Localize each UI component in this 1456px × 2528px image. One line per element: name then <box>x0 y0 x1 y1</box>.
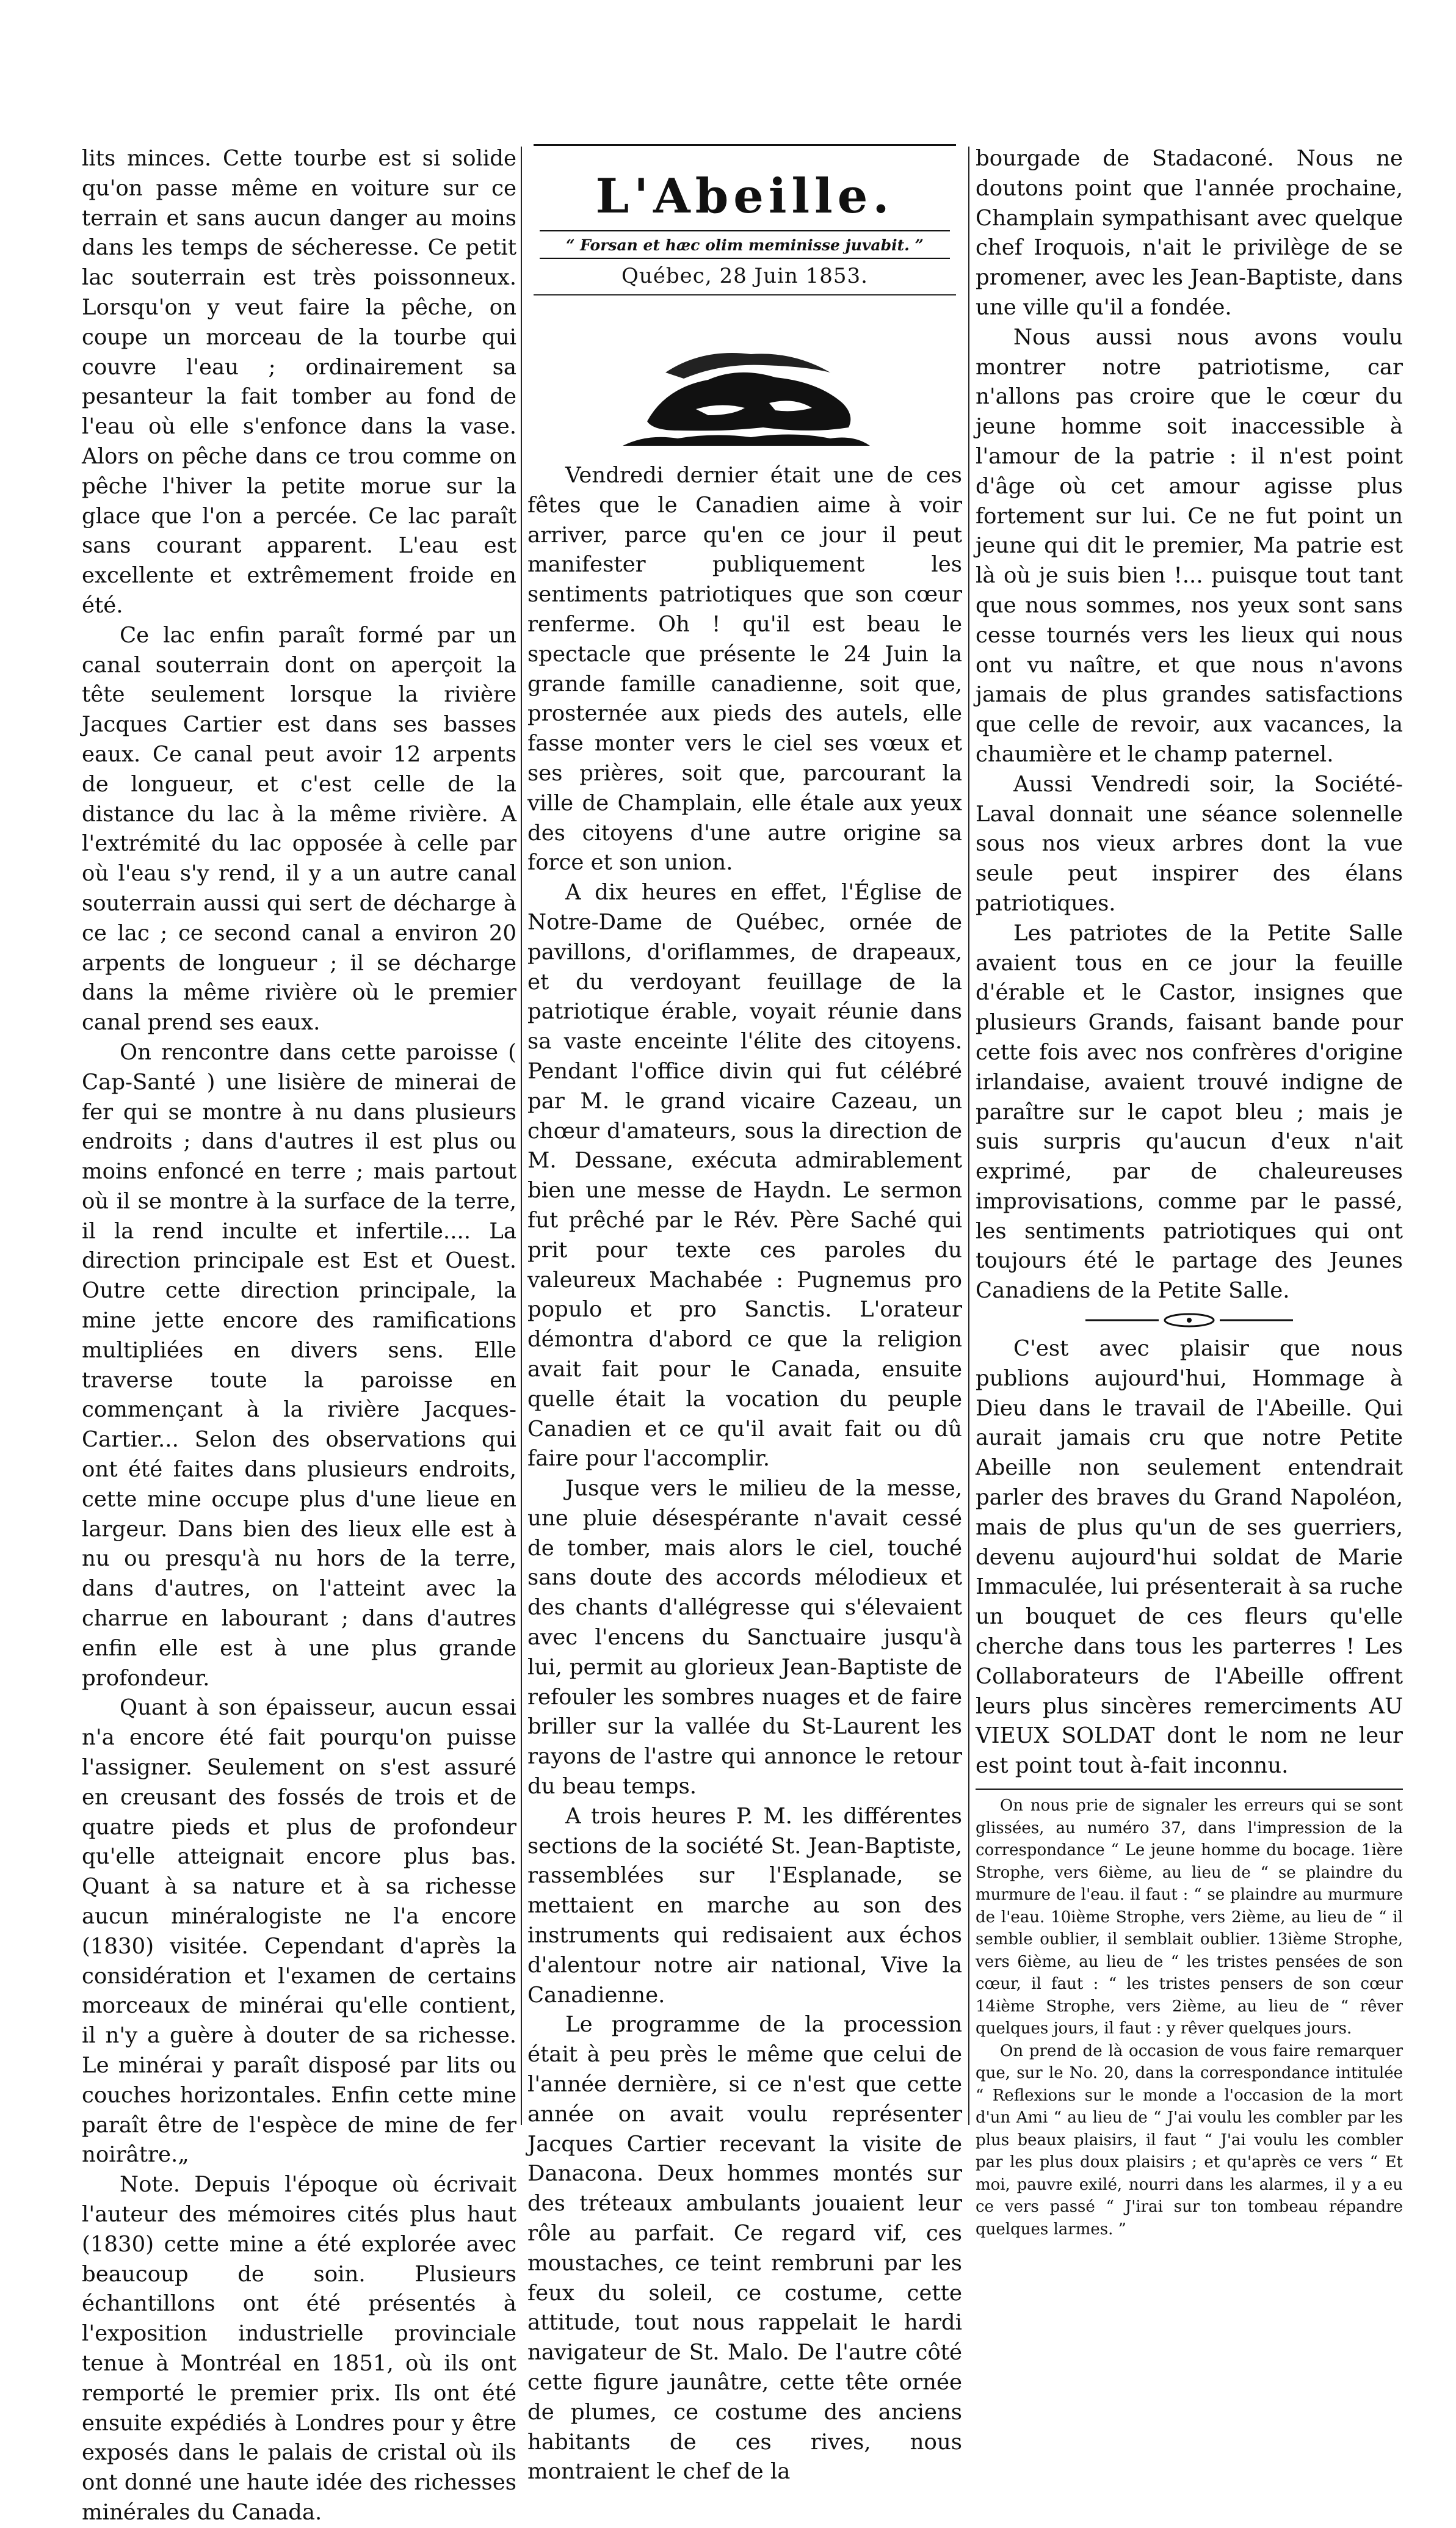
left-paragraph: lits minces. Cette tourbe est si solide qu'on passe même en voiture sur ce terrain et sans aucun danger au moins dans les temps de sécheresse. Ce petit lac souterrain est très poissonneux. Lorsqu'on y veut faire la pêche, on coupe un morceau de la tourbe qui couvre l'eau ; ordinairement sa pesanteur la fait tomber au fond de l'eau où elle s'enfonce dans la vase. Alors on pêche dans ce trou comme on pêche l'hiver la petite morue sur la glace que l'on a percée. Ce lac paraît sans courant apparent. L'eau est excellente et extrêmement froide en été. <box>82 146 516 618</box>
left-paragraph: On rencontre dans cette paroisse ( Cap-Santé ) une lisière de minerai de fer qui se montre à nu dans plusieurs endroits ; dans d'autres il est plus ou moins enfoncé en terre ; mais partout où il se montre à la surface de la terre, il la rend inculte et infertile.... La direction principale est Est et Ouest. Outre cette direction principale, la mine jette encore des ramifications multipliées en divers sens. Elle traverse toute la paroisse en commençant à la rivière Jacques-Cartier... Selon des observations qui ont été faites dans plusieurs endroits, cette mine occupe plus d'une lieue en largeur. Dans bien des lieux elle est à nu ou presqu'à nu hors de la terre, dans d'autres, on l'atteint avec la charrue en labourant ; dans d'autres enfin elle est à une plus grande profondeur. <box>82 1039 516 1691</box>
middle-paragraph: Le programme de la procession était à peu près le même que celui de l'année dernière, si ce n'est que cette année on avait voulu représenter Jacques Cartier recevant la visite de Danacona. Deux hommes montés sur des tréteaux ambulants jouaient leur rôle au parfait. Ce regard vif, ces moustaches, ce teint rembruni par les feux du soleil, ce costume, cette attitude, tout nous rappelait le hardi navigateur de St. Malo. De l'autre côté cette figure jaunâtre, cette tête ornée de plumes, ce costume des anciens habitants de ces rives, nous montraient le chef de la <box>527 2012 962 2485</box>
erratum-note: On nous prie de signaler les erreurs qui se sont glissées, au numéro 37, dans l'impression de la correspondance “ Le jeune homme du bocage. 1ière Strophe, vers 6ième, au lieu de “ se plaindre du murmure de l'eau. il faut : “ se plaindre au murmure de l'eau. 10ième Strophe, vers 2ième, au lieu de “ il semble oublier, il semblait oublier. 13ième Strophe, vers 6ième, au lieu de “ les tristes pensées de son cœur, il faut : “ les tristes pensers de son cœur 14ième Strophe, vers 2ième, au lieu de “ rêver quelques jours, il faut : y rêver quelques jours. <box>976 1796 1403 2038</box>
right-paragraph: bourgade de Stadaconé. Nous ne doutons point que l'année prochaine, Champlain sympathisant avec quelque chef Iroquois, n'ait le privilège de se promener, avec les Jean-Baptiste, dans une ville qu'il a fondée. <box>976 146 1403 320</box>
middle-paragraph: Jusque vers le milieu de la messe, une pluie désespérante n'avait cessé de tomber, mais alors le ciel, touché sans doute des accords mélodieux et des chants d'allégresse qui s'élevaient avec l'encens du Sanctuaire jusqu'à lui, permit au glorieux Jean-Baptiste de refouler les sombres nuages et de faire briller sur la vallée du St-Laurent les rayons de l'astre qui annonce le retour du beau temps. <box>527 1476 962 1800</box>
left-paragraph: Quant à son épaisseur, aucun essai n'a encore été fait pourqu'on puisse l'assigner. Seulement on s'est assuré en creusant des fossés de trois et de quatre pieds et plus de profondeur qu'elle atteignait encore plus bas. Quant à sa nature et à sa richesse aucun minéralogiste ne l'a encore (1830) visitée. Cependant d'après la considération et l'examen de certains morceaux de minérai qu'elle contient, il n'y a guère à douter de sa richesse. Le minérai y paraît disposé par lits ou couches horizontales. Enfin cette mine paraît être de l'espèce de mine de fer noirâtre.„ <box>82 1695 516 2168</box>
dateline: Québec, 28 Juin 1853. <box>621 264 868 288</box>
left-paragraph: Note. Depuis l'époque où écrivait l'auteur des mémoires cités plus haut (1830) cette mine a été explorée avec beaucoup de soin. Plusieurs échantillons ont été présentés à l'exposition industrielle provinciale tenue à Montréal en 1851, où ils ont remporté le premier prix. Ils ont été ensuite expédiés à Londres pour y être exposés dans le palais de cristal où ils ont donné une haute idée des richesses minérales du Canada. <box>82 2172 516 2525</box>
beaver-engraving <box>610 330 879 458</box>
column-rule-left <box>521 147 522 2125</box>
erratum-note: On prend de là occasion de vous faire remarquer que, sur le No. 20, dans la correspondance intitulée “ Reflexions sur le monde a l'occasion de la mort d'un Ami “ au lieu de “ J'ai voulu les combler par les plus beaux plaisirs, il faut “ J'ai voulu les combler par les plus doux plaisirs ; et qu'après ce vers “ Et moi, pauvre exilé, nourri dans les alarmes, il y a eu ce vers passé “ J'irai sur ton tombeau répandre quelques larmes. ” <box>976 2041 1403 2239</box>
motto: “ Forsan et hæc olim meminisse juvabit. ” <box>566 236 924 254</box>
column-rule-right <box>968 147 969 2125</box>
right-paragraph: Les patriotes de la Petite Salle avaient tous en ce jour la feuille d'érable et le Castor, insignes que plusieurs Grands, faisant bande pour cette fois avec nos confrères d'origine irlandaise, avaient trouvé indigne de paraître sur le capot bleu ; mais je suis surpris qu'aucun d'eux n'ait exprimé, par de chaleureuses improvisations, comme par le passé, les sentiments patriotiques qui ont toujours été le partage des Jeunes Canadiens de la Petite Salle. <box>976 920 1403 1304</box>
section-ornament <box>1085 1310 1293 1331</box>
right-column <box>976 144 1403 2239</box>
right-paragraph: Aussi Vendredi soir, la Société-Laval donnait une séance solennelle sous nos vieux arbres dont la vue seule peut inspirer des élans patriotiques. <box>976 771 1403 916</box>
erratum-notes <box>976 1795 1403 2240</box>
right-paragraph: Nous aussi nous avons voulu montrer notre patriotisme, car n'allons pas croire que le cœur du jeune homme soit inaccessible à l'amour de la patrie : il n'est point d'âge où cet amour agisse plus fortement sur lui. Ce ne fut point un jeune qui dit le premier, Ma patrie est là où je suis bien !... puisque tout tant que nous sommes, nos yeux sont sans cesse tournés vers les lieux qui nous ont vu naître, et que nous n'avons jamais de plus grandes satisfactions que celle de revoir, aux vacances, la chaumière et le champ paternel. <box>976 324 1403 767</box>
right-paragraph: C'est avec plaisir que nous publions aujourd'hui, Hommage à Dieu dans le travail de l'Abeille. Qui aurait jamais cru que notre Petite Abeille non seulement entendrait parler des braves du Grand Napoléon, mais de plus qu'un de ses guerriers, devenu aujourd'hui soldat de Marie Immaculée, lui présenterait à sa ruche un bouquet de ces fleurs qu'elle cherche dans tous les parterres ! Les Collaborateurs de l'Abeille offrent leurs plus sincères remerciments AU VIEUX SOLDAT dont le nom ne leur est point tout à-fait inconnu. <box>976 1336 1403 1779</box>
middle-paragraph: Vendredi dernier était une de ces fêtes que le Canadien aime à voir arriver, parce qu'en ce jour il peut manifester publiquement les sentiments patriotiques que son cœur renferme. Oh ! qu'il est beau le spectacle que présente le 24 Juin la grande famille canadienne, soit que, prosternée aux pieds des autels, elle fasse monter vers le ciel ses vœux et ses prières, soit que, parcourant la ville de Champlain, elle étale aux yeux des citoyens d'une autre origine sa force et son union. <box>527 463 962 876</box>
middle-column <box>527 461 962 2485</box>
left-column <box>82 144 516 2525</box>
left-paragraph: Ce lac enfin paraît formé par un canal souterrain dont on aperçoit la tête seulement lorsque la rivière Jacques Cartier est dans ses basses eaux. Ce canal peut avoir 12 arpents de longueur, et c'est celle de la distance du lac à la même rivière. A l'extrémité du lac opposée à celle par où l'eau s'y rend, il y a un autre canal souterrain aussi qui sert de décharge à ce lac ; ce second canal a environ 20 arpents de longueur ; il se décharge dans la même rivière où le premier canal prend ses eaux. <box>82 622 516 1036</box>
middle-paragraph: A dix heures en effet, l'Église de Notre-Dame de Québec, ornée de pavillons, d'oriflammes, de drapeaux, et du verdoyant feuillage de la patriotique érable, voyait réunie dans sa vaste enceinte l'élite des citoyens. Pendant l'office divin qui fut célébré par M. le grand vicaire Cazeau, un chœur d'amateurs, sous la direction de M. Dessane, exécuta admirablement bien une messe de Haydn. Le sermon fut prêché par le Rév. Père Saché qui prit pour texte ces paroles du valeureux Machabée : Pugnemus pro populo et pro Sanctis. L'orateur démontra d'abord ce que la religion avait fait pour le Canada, ensuite quelle était la vocation du peuple Canadien et ce qu'il avait fait ou dû faire pour l'accomplir. <box>527 880 962 1472</box>
notes-rule <box>976 1789 1403 1790</box>
middle-paragraph: A trois heures P. M. les différentes sections de la société St. Jean-Baptiste, rassemblées sur l'Esplanade, se mettaient en marche au son des instruments qui redisaient aux échos d'alentour notre air national, Vive la Canadienne. <box>527 1803 962 2008</box>
newspaper-title: L'Abeille. <box>595 169 894 224</box>
masthead <box>527 144 962 327</box>
